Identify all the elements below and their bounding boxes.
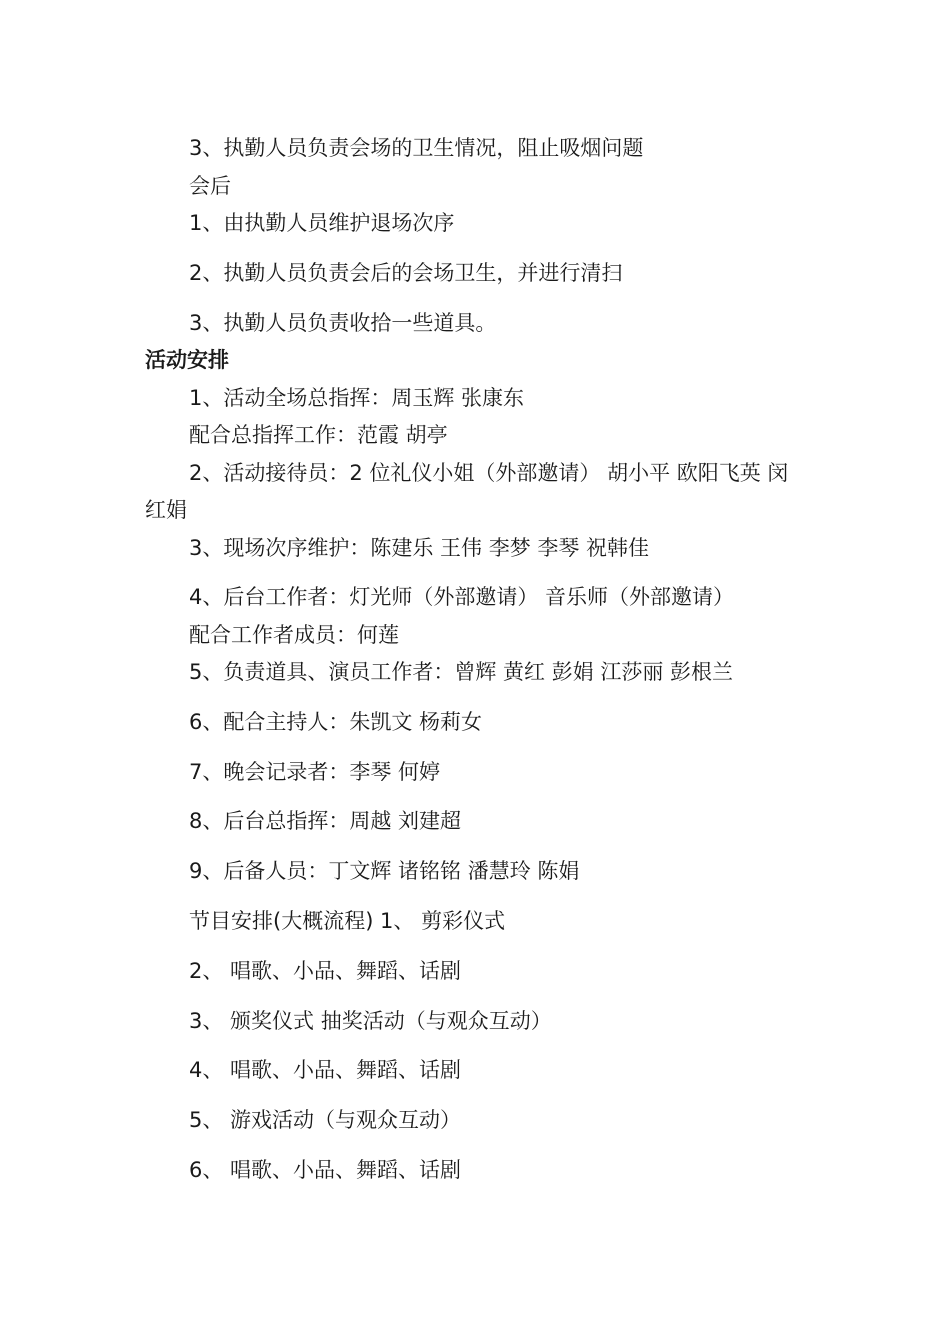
- list-item-program-5: 5、 游戏活动（与观众互动）: [189, 1108, 462, 1132]
- paragraph-backup-staff: 9、后备人员：丁文辉 诸铭铭 潘慧玲 陈娟: [189, 859, 580, 883]
- paragraph-props-collection: 3、执勤人员负责收拾一些道具。: [189, 311, 497, 335]
- list-item-program-3: 3、 颁奖仪式 抽奖活动（与观众互动）: [189, 1009, 552, 1033]
- paragraph-receptionists: 2、活动接待员：2 位礼仪小姐（外部邀请） 胡小平 欧阳飞英 闵: [189, 461, 789, 485]
- paragraph-backstage-workers: 4、后台工作者：灯光师（外部邀请） 音乐师（外部邀请）: [189, 585, 735, 609]
- paragraph-recorders: 7、晚会记录者：李琴 何婷: [189, 760, 441, 784]
- paragraph-after-cleanup: 2、执勤人员负责会后的会场卫生，并进行清扫: [189, 261, 623, 285]
- paragraph-assist-hosts: 6、配合主持人：朱凯文 杨莉女: [189, 710, 483, 734]
- paragraph-program-schedule: 节目安排(大概流程) 1、 剪彩仪式: [189, 909, 506, 933]
- section-heading-activity-arrangement: 活动安排: [145, 348, 229, 372]
- paragraph-assist-workers: 配合工作者成员：何莲: [189, 623, 399, 647]
- list-item-program-2: 2、 唱歌、小品、舞蹈、话剧: [189, 959, 462, 983]
- list-item-program-4: 4、 唱歌、小品、舞蹈、话剧: [189, 1058, 462, 1082]
- paragraph-exit-order: 1、由执勤人员维护退场次序: [189, 211, 455, 235]
- paragraph-order-maintenance: 3、现场次序维护：陈建乐 王伟 李梦 李琴 祝韩佳: [189, 536, 650, 560]
- paragraph-assist-commander: 配合总指挥工作：范霞 胡亭: [189, 423, 448, 447]
- section-label-after-event: 会后: [189, 174, 231, 198]
- list-item-program-6: 6、 唱歌、小品、舞蹈、话剧: [189, 1158, 462, 1182]
- paragraph-chief-commander: 1、活动全场总指挥：周玉辉 张康东: [189, 386, 525, 410]
- paragraph-backstage-commander: 8、后台总指挥：周越 刘建超: [189, 809, 462, 833]
- paragraph-props-performers: 5、负责道具、演员工作者：曾辉 黄红 彭娟 江莎丽 彭根兰: [189, 660, 734, 684]
- paragraph-receptionists-continued: 红娟: [145, 498, 187, 522]
- paragraph-duty-hygiene: 3、执勤人员负责会场的卫生情况，阻止吸烟问题: [189, 136, 644, 160]
